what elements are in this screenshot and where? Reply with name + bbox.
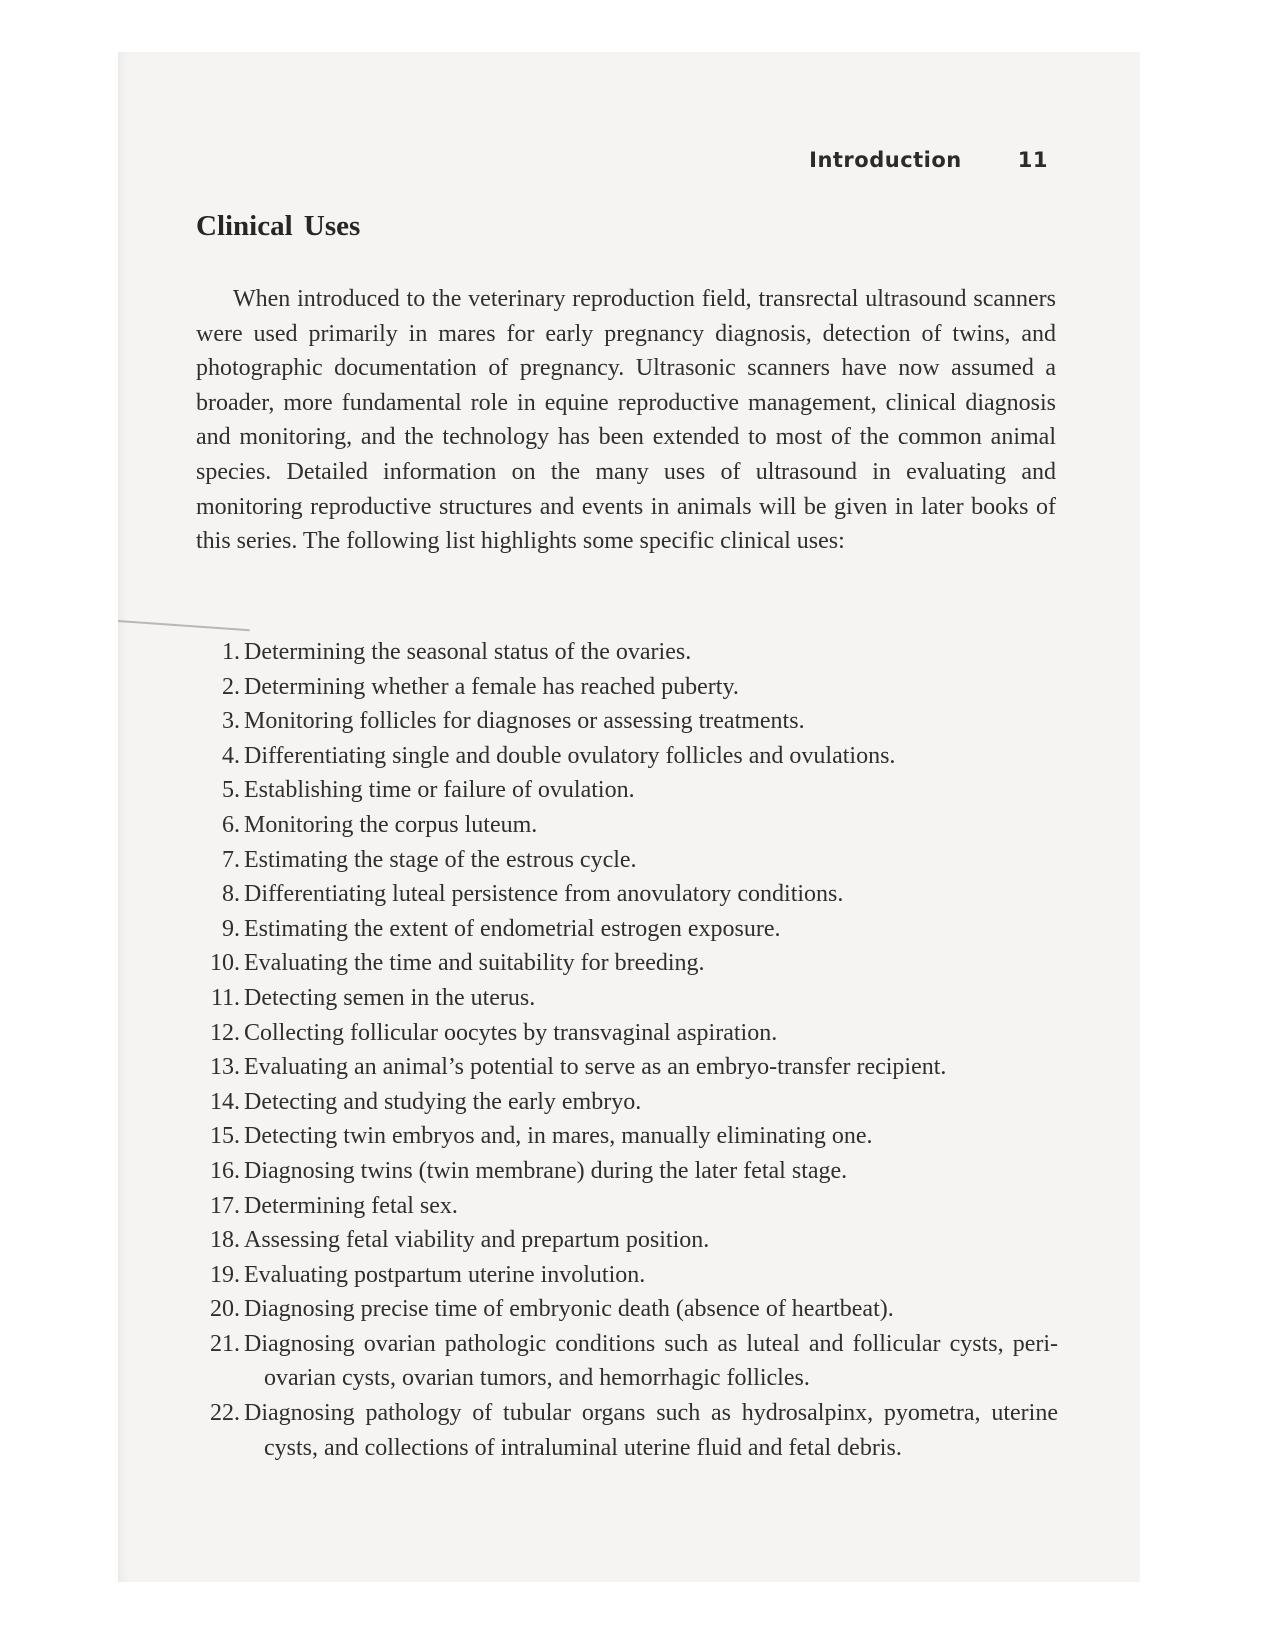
- list-item: [196, 635, 1058, 670]
- list-item: [196, 1292, 1058, 1327]
- item-text: Detecting semen in the uterus.: [244, 984, 536, 1011]
- item-text: Evaluating the time and suitability for breeding.: [244, 950, 705, 977]
- list-item: [196, 1016, 1058, 1051]
- clinical-uses-list: [196, 635, 1058, 1465]
- item-number: 2.: [222, 673, 240, 700]
- item-number: 4.: [222, 742, 240, 769]
- item-text: Evaluating postpartum uterine involution.: [244, 1261, 646, 1288]
- section-heading: Clinical Uses: [196, 210, 361, 242]
- item-number: 5.: [222, 777, 240, 804]
- item-text: Diagnosing precise time of embryonic death (absence of heartbeat).: [244, 1296, 894, 1323]
- item-number: 17.: [210, 1192, 240, 1219]
- item-text: Diagnosing ovarian pathologic conditions such as luteal and follicular cysts, peri-ovarian cysts, ovarian tumors, and hemorrhagic follicles.: [244, 1330, 1058, 1392]
- item-number: 14.: [210, 1088, 240, 1115]
- running-header: [809, 148, 1048, 172]
- item-number: 20.: [210, 1296, 240, 1323]
- list-item: [196, 1223, 1058, 1258]
- item-number: 7.: [222, 846, 240, 873]
- list-item: [196, 1085, 1058, 1120]
- item-text: Detecting twin embryos and, in mares, manually eliminating one.: [244, 1123, 873, 1150]
- list-item: [196, 1396, 1058, 1465]
- item-text: Collecting follicular oocytes by transvaginal aspiration.: [244, 1019, 778, 1046]
- list-item: [196, 1119, 1058, 1154]
- item-text: Differentiating luteal persistence from anovulatory conditions.: [244, 881, 844, 908]
- item-number: 15.: [210, 1123, 240, 1150]
- list-item: [196, 773, 1058, 808]
- item-text: Evaluating an animal’s potential to serve as an embryo-transfer recipient.: [244, 1054, 947, 1081]
- item-number: 16.: [210, 1157, 240, 1184]
- list-item: [196, 877, 1058, 912]
- item-text: Establishing time or failure of ovulation.: [244, 777, 635, 804]
- list-item: [196, 843, 1058, 878]
- item-number: 3.: [222, 708, 240, 735]
- item-number: 9.: [222, 915, 240, 942]
- book-page: [118, 52, 1140, 1582]
- item-number: 11.: [210, 984, 240, 1011]
- item-text: Monitoring the corpus luteum.: [244, 811, 538, 838]
- pencil-mark: [118, 620, 250, 631]
- list-item: [196, 946, 1058, 981]
- intro-paragraph: When introduced to the veterinary reproduction field, transrectal ultrasound scanners were used primarily in mares for early pregnancy diagnosis, detection of twins, and photographic documentation of pregnancy. Ultrasonic scanners have now assumed a broader, more fundamental role in equine reproductive management, clinical diagnosis and monitoring, and the technology has been extended to most of the common animal species. Detailed information on the many uses of ultrasound in evaluating and monitoring reproductive structures and events in animals will be given in later books of this series. The following list highlights some specific clinical uses:: [196, 286, 1056, 555]
- page-number: 11: [1017, 148, 1048, 172]
- item-number: 18.: [210, 1227, 240, 1254]
- list-item: [196, 1154, 1058, 1189]
- list-item: [196, 1050, 1058, 1085]
- item-text: Determining fetal sex.: [244, 1192, 458, 1219]
- item-number: 6.: [222, 811, 240, 838]
- item-text: Differentiating single and double ovulatory follicles and ovulations.: [244, 742, 896, 769]
- item-text: Determining whether a female has reached puberty.: [244, 673, 739, 700]
- list-item: [196, 912, 1058, 947]
- item-text: Monitoring follicles for diagnoses or assessing treatments.: [244, 708, 805, 735]
- list-item: [196, 1258, 1058, 1293]
- item-text: Diagnosing pathology of tubular organs such as hydrosalpinx, pyometra, uterine cysts, and collections of intraluminal uterine fluid and fetal debris.: [244, 1400, 1058, 1461]
- item-number: 13.: [210, 1054, 240, 1081]
- item-number: 19.: [210, 1261, 240, 1288]
- item-number: 22.: [210, 1400, 240, 1427]
- item-text: Estimating the extent of endometrial estrogen exposure.: [244, 915, 781, 942]
- item-number: 10.: [210, 950, 240, 977]
- item-text: Detecting and studying the early embryo.: [244, 1088, 642, 1115]
- item-text: Diagnosing twins (twin membrane) during the later fetal stage.: [244, 1157, 848, 1184]
- list-item: [196, 670, 1058, 705]
- item-number: 8.: [222, 881, 240, 908]
- item-number: 21.: [210, 1330, 240, 1357]
- item-text: Determining the seasonal status of the ovaries.: [244, 639, 692, 665]
- list-item: [196, 1189, 1058, 1224]
- item-text: Assessing fetal viability and prepartum position.: [244, 1227, 710, 1254]
- section-title: Introduction: [809, 148, 962, 172]
- item-number: 1.: [222, 639, 240, 665]
- list-item: [196, 808, 1058, 843]
- item-number: 12.: [210, 1019, 240, 1046]
- item-text: Estimating the stage of the estrous cycle.: [244, 846, 637, 873]
- list-item: [196, 1327, 1058, 1396]
- list-item: [196, 739, 1058, 774]
- list-item: [196, 981, 1058, 1016]
- list-item: [196, 704, 1058, 739]
